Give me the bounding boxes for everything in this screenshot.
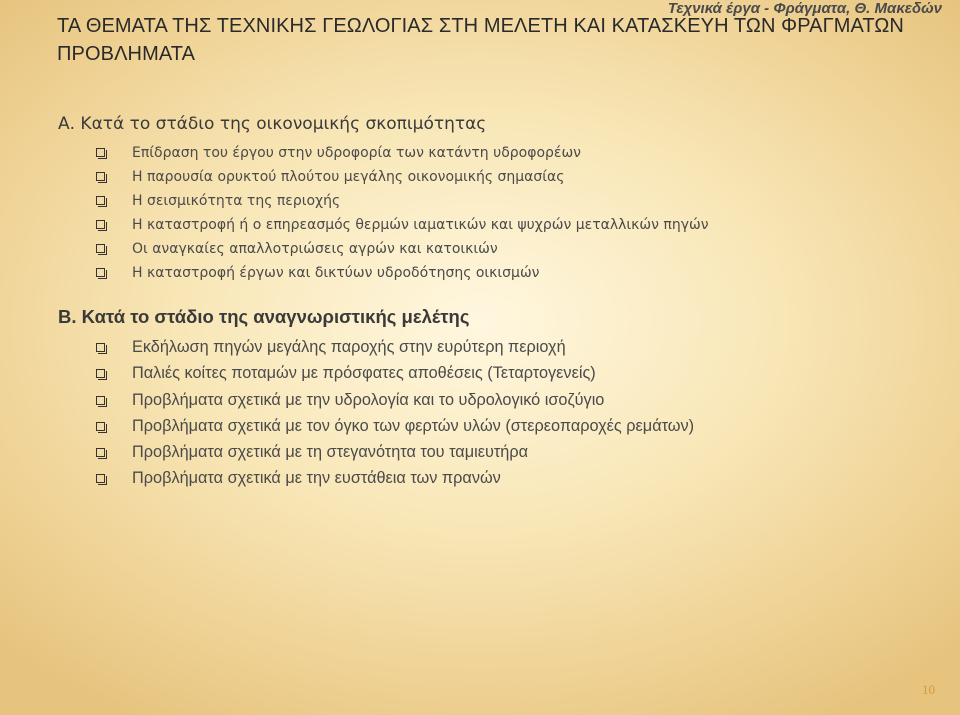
checkbox-bullet-icon xyxy=(96,268,105,277)
checkbox-bullet-icon xyxy=(96,244,105,253)
checkbox-bullet-icon xyxy=(96,396,105,405)
section-a-heading: Α. Κατά το στάδιο της οικονομικής σκοπιμότητας xyxy=(58,114,487,134)
page-number: 10 xyxy=(922,682,935,697)
list-item-text: Προβλήματα σχετικά με τον όγκο των φερτών υλών (στερεοπαροχές ρεμάτων) xyxy=(132,416,695,435)
list-item-text: Η σεισμικότητα της περιοχής xyxy=(132,193,341,209)
checkbox-bullet-icon xyxy=(96,148,105,157)
checkbox-bullet-icon xyxy=(96,448,105,457)
list-item-text: Προβλήματα σχετικά με την υδρολογία και το υδρολογικό ισοζύγιο xyxy=(132,390,605,409)
checkbox-bullet-icon xyxy=(96,369,105,378)
page-title: ΤΑ ΘΕΜΑΤΑ ΤΗΣ ΤΕΧΝΙΚΗΣ ΓΕΩΛΟΓΙΑΣ ΣΤΗ ΜΕΛΕΤΗ ΚΑΙ ΚΑΤΑΣΚΕΥΗ ΤΩΝ ΦΡΑΓΜΑΤΩΝ ΠΡΟΒΛΗΜΑΤΑ xyxy=(57,15,904,65)
list-item-text: Επίδραση του έργου στην υδροφορία των κατάντη υδροφορέων xyxy=(132,145,582,161)
list-item-text: Παλιές κοίτες ποταμών με πρόσφατες αποθέσεις (Τεταρτογενείς) xyxy=(132,364,596,383)
header-tag: Τεχνικά έργα - Φράγματα, Θ. Μακεδών xyxy=(667,0,942,17)
list-item-text: Η καταστροφή ή ο επηρεασμός θερμών ιαματικών και ψυχρών μεταλλικών πηγών xyxy=(132,217,709,233)
list-item-text: Προβλήματα σχετικά με την ευστάθεια των πρανών xyxy=(132,469,501,488)
checkbox-bullet-icon xyxy=(96,422,105,431)
checkbox-bullet-icon xyxy=(96,474,105,483)
list-item-text: Η παρουσία ορυκτού πλούτου μεγάλης οικονομικής σημασίας xyxy=(132,169,565,185)
section-b-heading: Β. Κατά το στάδιο της αναγνωριστικής μελέτης xyxy=(58,306,470,327)
list-item-text: Οι αναγκαίες απαλλοτριώσεις αγρών και κατοικιών xyxy=(132,241,498,257)
list-item-text: Προβλήματα σχετικά με τη στεγανότητα του ταμιευτήρα xyxy=(132,443,529,462)
list-item-text: Η καταστροφή έργων και δικτύων υδροδότησης οικισμών xyxy=(132,265,540,281)
checkbox-bullet-icon xyxy=(96,172,105,181)
checkbox-bullet-icon xyxy=(96,343,105,352)
list-item-text: Εκδήλωση πηγών μεγάλης παροχής στην ευρύτερη περιοχή xyxy=(132,338,566,356)
checkbox-bullet-icon xyxy=(96,220,105,229)
checkbox-bullet-icon xyxy=(96,196,105,205)
